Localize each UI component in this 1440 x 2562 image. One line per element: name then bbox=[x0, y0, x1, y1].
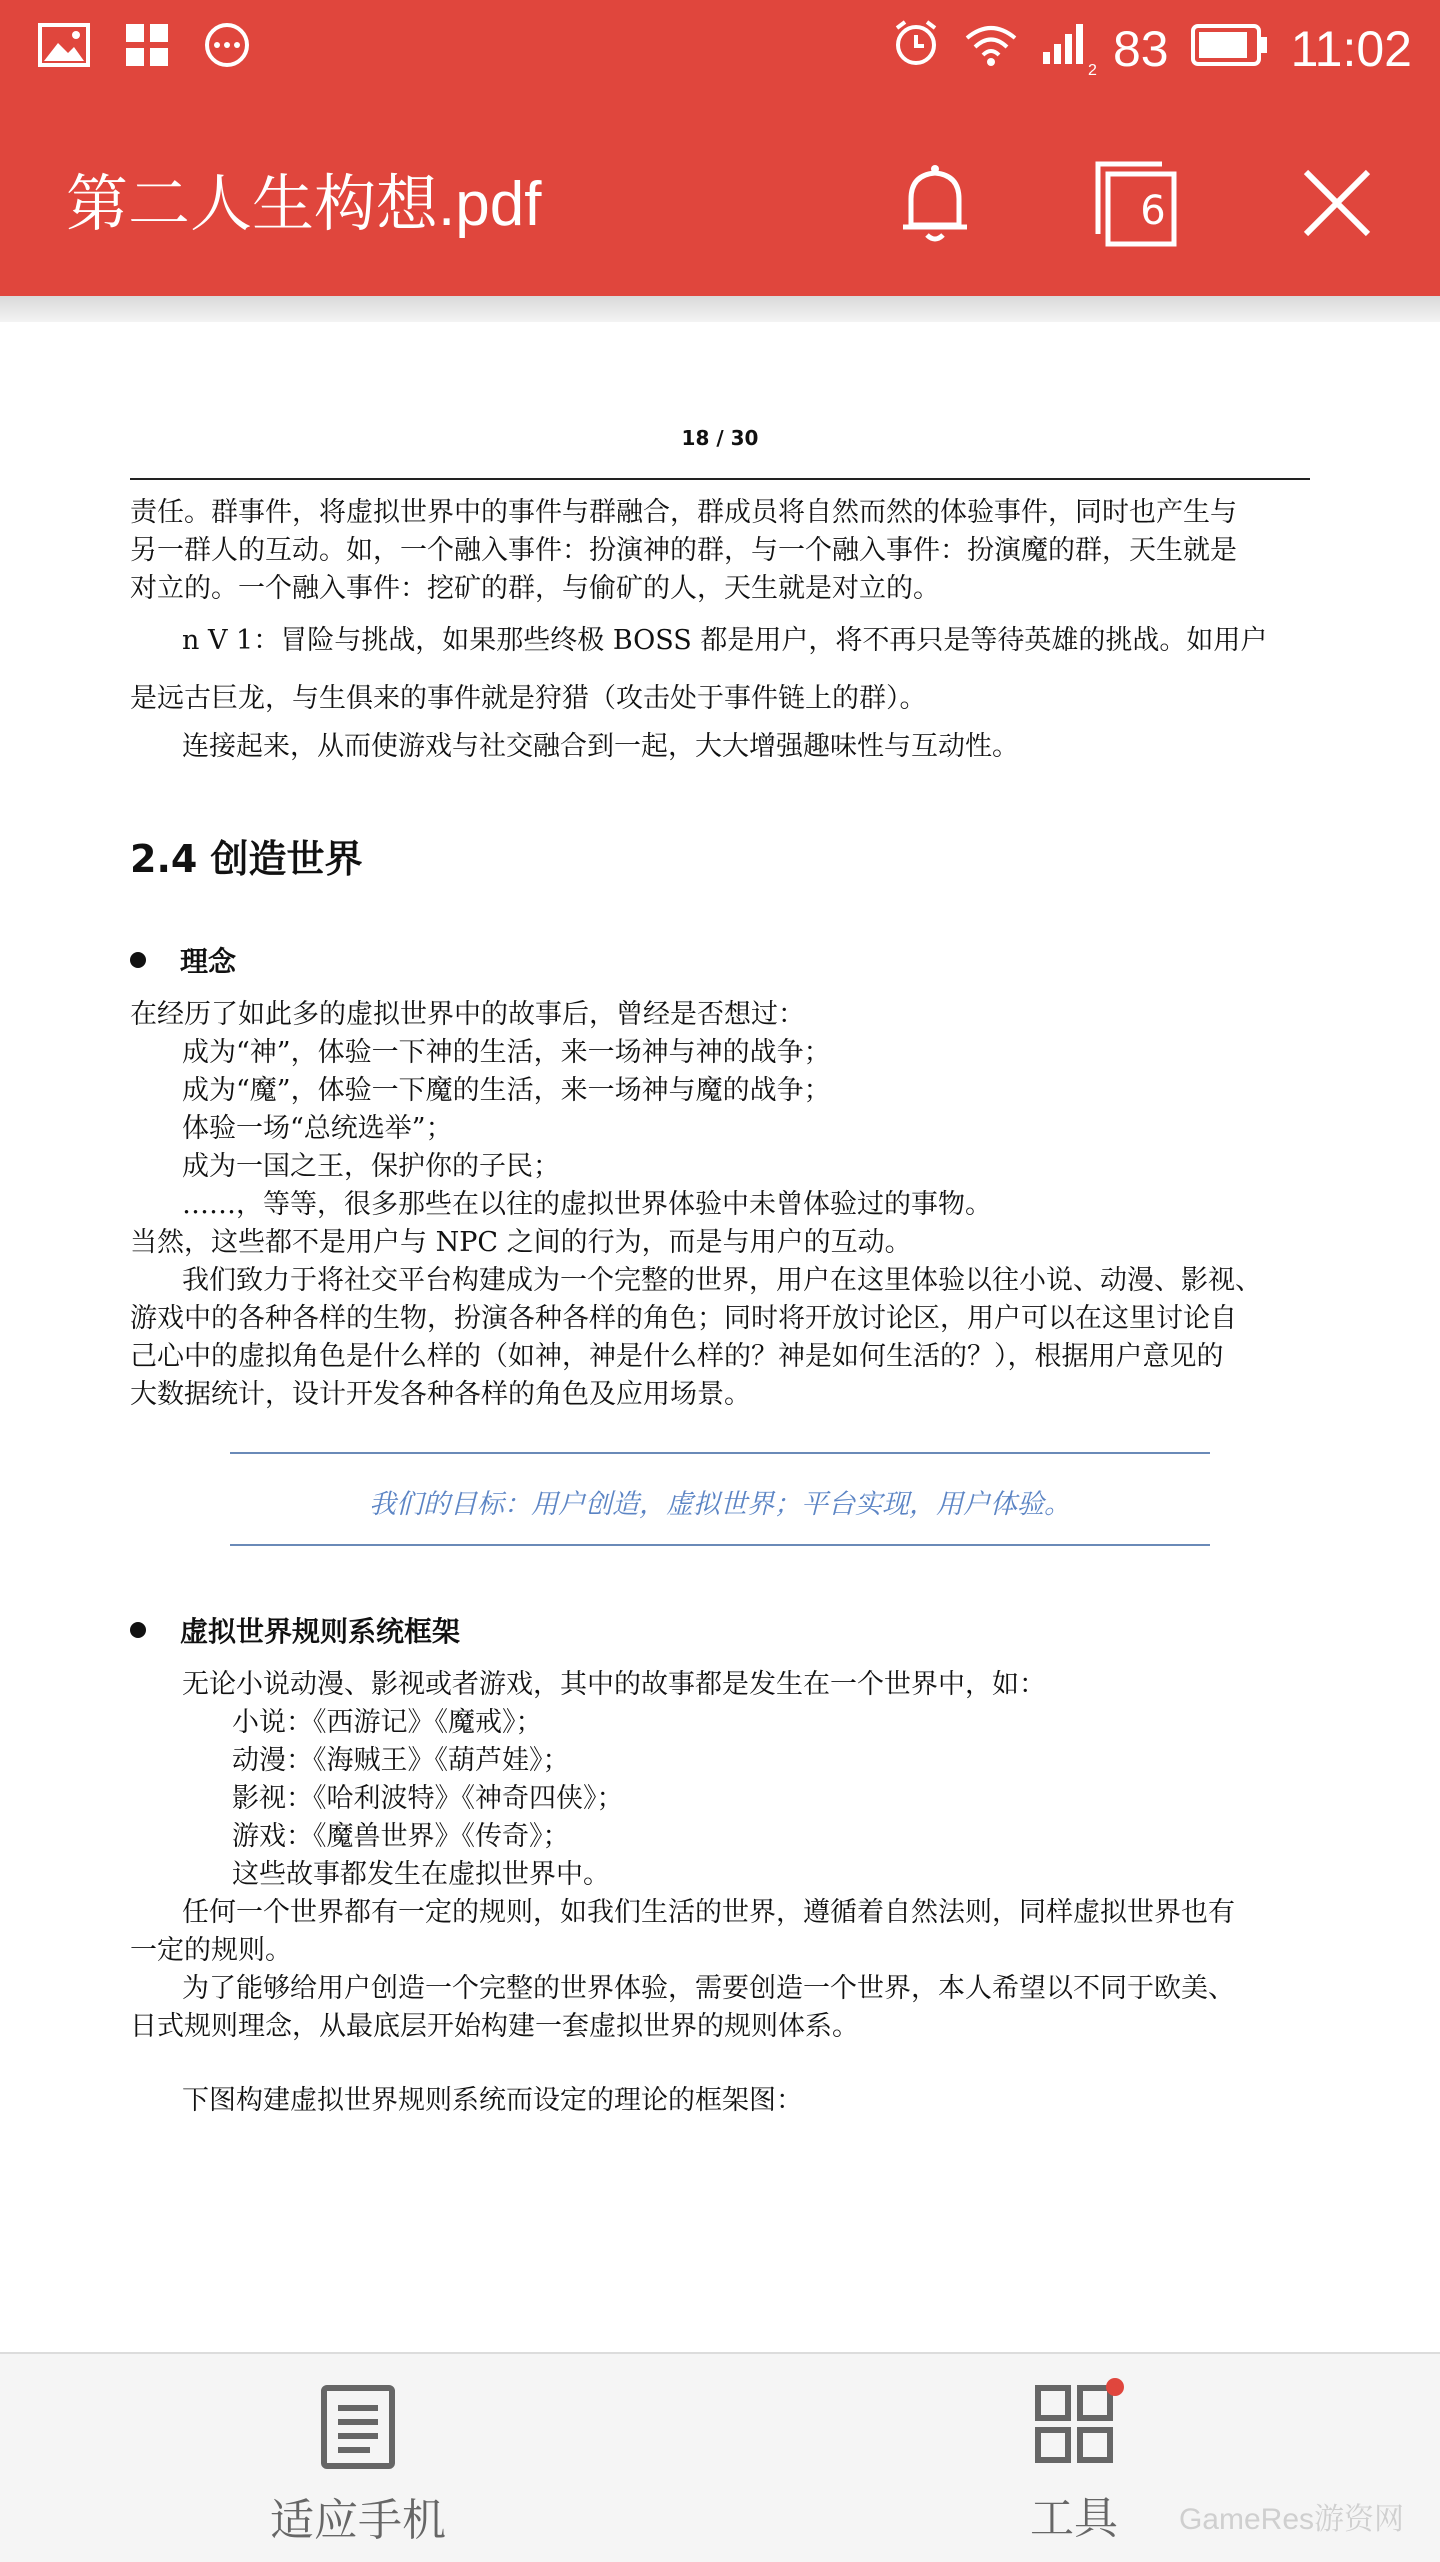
signal-icon bbox=[1041, 20, 1097, 79]
text-line: 对立的。一个融入事件：挖矿的群，与偷矿的人，天生就是对立的。 bbox=[130, 573, 940, 604]
document-lines-icon bbox=[320, 2384, 396, 2470]
sim-badge: 2 bbox=[1088, 62, 1097, 79]
list-item: 影视：《哈利波特》《神奇四侠》； bbox=[232, 1783, 624, 1814]
text-line: 下图构建虚拟世界规则系统而设定的理论的框架图： bbox=[182, 2085, 803, 2116]
text-line: 责任。群事件，将虚拟世界中的事件与群融合，群成员将自然而然的体验事件，同时也产生与 bbox=[130, 497, 1237, 528]
wifi-icon bbox=[963, 20, 1019, 78]
bullet-dot bbox=[130, 952, 146, 968]
bullet-heading-text: 虚拟世界规则系统框架 bbox=[180, 1615, 461, 1648]
grid-tools-icon bbox=[1034, 2384, 1114, 2464]
paragraph-group-events bbox=[130, 494, 1310, 608]
gallery-notification-icon bbox=[38, 23, 90, 71]
tab-count: 6 bbox=[1140, 188, 1166, 234]
close-icon bbox=[1300, 166, 1374, 240]
text-line: 为了能够给用户创造一个完整的世界体验，需要创造一个世界，本人希望以不同于欧美、 bbox=[182, 1973, 1235, 2004]
fit-to-phone-label: 适应手机 bbox=[270, 2495, 446, 2546]
paragraph-adventure-cont bbox=[130, 680, 1310, 766]
bell-icon bbox=[895, 161, 975, 245]
more-notification-icon bbox=[204, 22, 250, 72]
goal-quote: 我们的目标：用户创造，虚拟世界；平台实现，用户体验。 bbox=[369, 1489, 1071, 1520]
notification-bell-button[interactable] bbox=[880, 148, 990, 258]
bullet-dot bbox=[130, 1622, 146, 1638]
close-button[interactable] bbox=[1282, 148, 1392, 258]
status-bar bbox=[0, 0, 1440, 100]
bullet-heading-text: 理念 bbox=[180, 945, 237, 978]
list-item: ……，等等，很多那些在以往的虚拟世界体验中未曾体验过的事物。 bbox=[182, 1189, 992, 1220]
concept-block bbox=[130, 996, 1310, 1414]
goal-quote-box bbox=[230, 1452, 1210, 1546]
text-line: 己心中的虚拟角色是什么样的（如神，神是什么样的？神是如何生活的？），根据用户意见的 bbox=[130, 1341, 1224, 1372]
paragraph-adventure bbox=[130, 622, 1310, 660]
clock: 11:02 bbox=[1290, 21, 1412, 77]
text-line: 连接起来，从而使游戏与社交融合到一起，大大增强趣味性与互动性。 bbox=[182, 731, 1019, 762]
page-number: 18 / 30 bbox=[681, 426, 759, 450]
tools-label: 工具 bbox=[1030, 2493, 1118, 2544]
text-line: 游戏中的各种各样的生物，扮演各种各样的角色；同时将开放讨论区，用户可以在这里讨论自 bbox=[130, 1303, 1237, 1334]
tools-badge-dot bbox=[1106, 2378, 1124, 2396]
list-item: 小说：《西游记》《魔戒》； bbox=[232, 1707, 543, 1738]
list-item: 这些故事都发生在虚拟世界中。 bbox=[232, 1859, 610, 1890]
app-bar bbox=[0, 0, 1440, 296]
text-line: 大数据统计，设计开发各种各样的角色及应用场景。 bbox=[130, 1379, 751, 1410]
apps-notification-icon bbox=[124, 22, 170, 72]
text-line: 是远古巨龙，与生俱来的事件就是狩猎（攻击处于事件链上的群）。 bbox=[130, 683, 927, 714]
text-line: 一定的规则。 bbox=[130, 1935, 292, 1966]
text-line: 任何一个世界都有一定的规则，如我们生活的世界，遵循着自然法则，同样虚拟世界也有 bbox=[182, 1897, 1235, 1928]
battery-icon bbox=[1191, 20, 1269, 78]
list-item: 游戏：《魔兽世界》《传奇》； bbox=[232, 1821, 570, 1852]
text-line: 日式规则理念，从最底层开始构建一套虚拟世界的规则体系。 bbox=[130, 2011, 859, 2042]
list-item: 成为“神”，体验一下神的生活，来一场神与神的战争； bbox=[182, 1037, 831, 1068]
list-item: 动漫：《海贼王》《葫芦娃》； bbox=[232, 1745, 570, 1776]
appbar-shadow bbox=[0, 296, 1440, 322]
text-line: n V 1：冒险与挑战，如果那些终极 BOSS 都是用户，将不再只是等待英雄的挑战。如用户 bbox=[182, 625, 1268, 656]
text-line: 无论小说动漫、影视或者游戏，其中的故事都是发生在一个世界中，如： bbox=[182, 1669, 1046, 1700]
text-line: 当然，这些都不是用户与 NPC 之间的行为，而是与用户的互动。 bbox=[130, 1227, 912, 1258]
title-bar bbox=[0, 120, 1440, 270]
document-title: 第二人生构想.pdf bbox=[66, 170, 542, 239]
list-item: 体验一场“总统选举”； bbox=[182, 1113, 453, 1144]
tabs-button[interactable] bbox=[1080, 148, 1190, 258]
text-line: 另一群人的互动。如，一个融入事件：扮演神的群，与一个融入事件：扮演魔的群，天生就是 bbox=[130, 535, 1237, 566]
watermark: GameRes游资网 bbox=[1178, 2503, 1404, 2536]
bullet-heading-framework bbox=[130, 1610, 460, 1650]
header-rule bbox=[130, 478, 1310, 480]
list-item: 成为“魔”，体验一下魔的生活，来一场神与魔的战争； bbox=[182, 1075, 831, 1106]
tools-button[interactable] bbox=[1030, 2384, 1118, 2546]
fit-to-phone-button[interactable] bbox=[270, 2384, 446, 2548]
bottom-toolbar bbox=[0, 2352, 1440, 2562]
alarm-icon bbox=[891, 18, 941, 80]
text-line: 我们致力于将社交平台构建成为一个完整的世界，用户在这里体验以往小说、动漫、影视、 bbox=[182, 1265, 1262, 1296]
text-line: 在经历了如此多的虚拟世界中的故事后，曾经是否想过： bbox=[130, 999, 805, 1030]
list-item: 成为一国之王，保护你的子民； bbox=[182, 1151, 560, 1182]
battery-percent: 83 bbox=[1112, 21, 1169, 77]
bullet-heading-concept bbox=[130, 940, 236, 980]
section-title: 2.4 创造世界 bbox=[130, 837, 363, 881]
tools-icon-wrap bbox=[1034, 2384, 1114, 2468]
pdf-page[interactable] bbox=[0, 322, 1440, 2352]
framework-block bbox=[130, 1666, 1310, 2120]
